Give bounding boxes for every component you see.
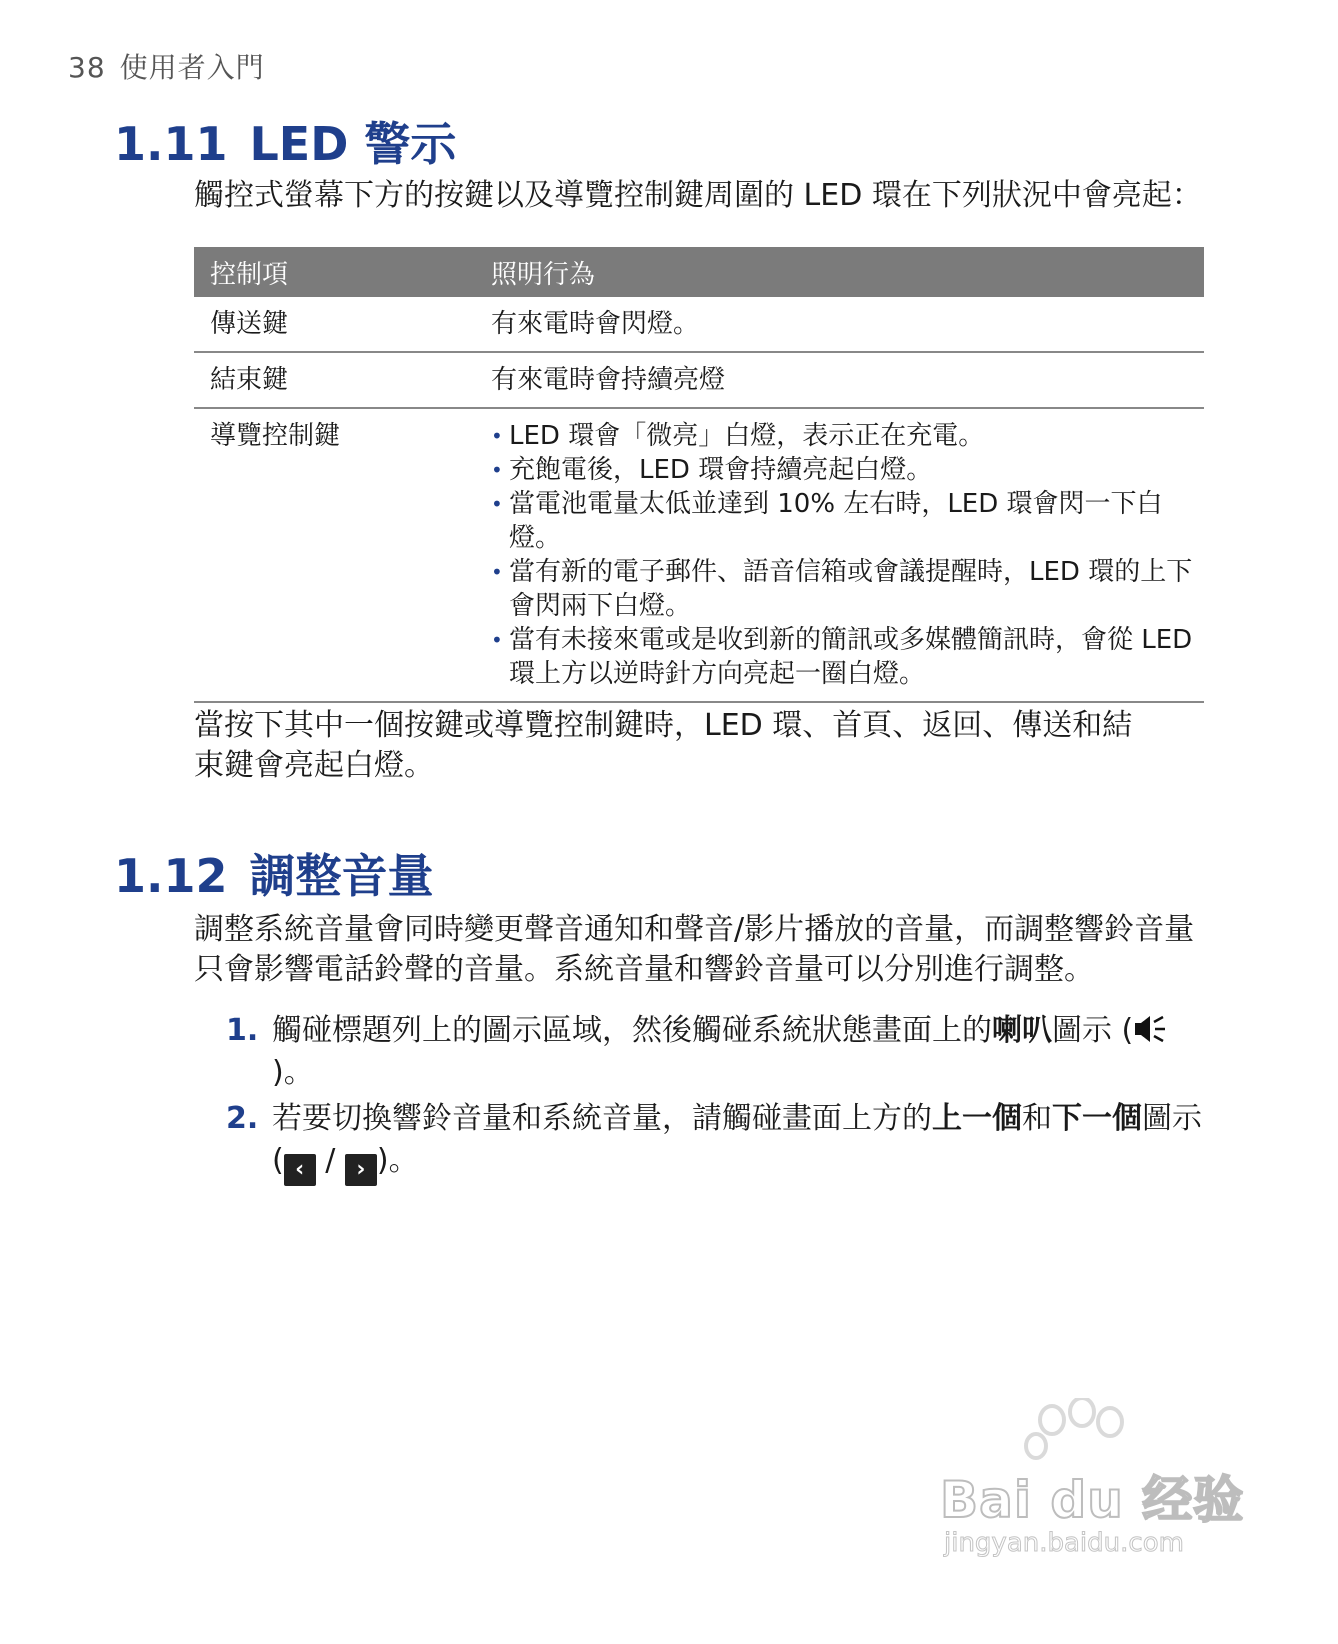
speaker-icon (1133, 1014, 1167, 1044)
list-item: • 當有新的電子郵件、語音信箱或會議提醒時，LED 環的上下會閃兩下白燈。 (491, 555, 1204, 623)
list-item: • 當有未接來電或是收到新的簡訊或多媒體簡訊時，會從 LED 環上方以逆時針方向亮起一圈白燈。 (491, 623, 1204, 691)
step-number: 2. (226, 1101, 259, 1136)
volume-intro-text: 調整系統音量會同時變更聲音通知和聲音/影片播放的音量，而調整響鈴音量只會影響電話鈴聲的音量。 (194, 912, 1195, 987)
chevron-left-icon: ‹ (284, 1154, 316, 1186)
step-text: 圖示 ( (1052, 1013, 1134, 1048)
step-bold: 下一個 (1052, 1101, 1142, 1136)
step-number: 1. (226, 1013, 259, 1048)
step-text: )。 (376, 1143, 419, 1178)
table-cell-control: 傳送鍵 (194, 297, 475, 352)
led-outro: 當按下其中一個按鍵或導覽控制鍵時，LED 環、首頁、返回、傳送和結束鍵會亮起白燈。 (194, 708, 1133, 783)
table-cell-control: 結束鍵 (194, 352, 475, 408)
chapter-title: 使用者入門 (119, 51, 265, 84)
table-cell-control: 導覽控制鍵 (194, 408, 475, 702)
table-header-behavior: 照明行為 (475, 247, 1204, 297)
watermark-brand: Bai du 经验 (940, 1471, 1245, 1529)
table-cell-behavior (475, 408, 1204, 702)
step-text: 若要切換響鈴音量和系統音量，請觸碰畫面上方的 (272, 1101, 932, 1136)
table-cell-behavior: 有來電時會持續亮燈 (475, 352, 1204, 408)
chevron-right-icon: › (345, 1154, 377, 1186)
volume-intro (194, 910, 1204, 990)
list-item: • LED 環會「微亮」白燈，表示正在充電。 (491, 419, 1204, 453)
volume-intro-emphasis: 系統音量和響鈴音量可以分別進行調整。 (554, 952, 1094, 987)
step-text: 圖示 ( (272, 1101, 1202, 1178)
table-header-row (194, 247, 1204, 297)
table-cell-behavior: 有來電時會閃燈。 (475, 297, 1204, 352)
section-title: LED 警示 (249, 117, 457, 171)
table-row (194, 408, 1204, 702)
led-table (194, 247, 1204, 703)
watermark-url: jingyan.baidu.com (944, 1528, 1184, 1558)
section-heading-volume (114, 840, 434, 906)
table-row (194, 352, 1204, 408)
section-heading-led (114, 108, 456, 174)
volume-steps (226, 1010, 1206, 1190)
table-header-control: 控制項 (194, 247, 475, 297)
step-text: 觸碰標題列上的圖示區域，然後觸碰系統狀態畫面上的 (272, 1013, 992, 1048)
step-text: 和 (1022, 1101, 1052, 1136)
section-number: 1.11 (114, 117, 228, 171)
section-number: 1.12 (114, 849, 228, 903)
led-intro: 觸控式螢幕下方的按鍵以及導覽控制鍵周圍的 LED 環在下列狀況中會亮起： (194, 178, 1202, 213)
step-item (226, 1010, 1206, 1094)
list-item: • 充飽電後，LED 環會持續亮起白燈。 (491, 453, 1204, 487)
step-bold: 喇叭 (992, 1013, 1052, 1048)
step-separator: / (325, 1143, 336, 1178)
step-item (226, 1098, 1206, 1186)
section-title: 調整音量 (249, 849, 434, 903)
list-item: • 當電池電量太低並達到 10% 左右時，LED 環會閃一下白燈。 (491, 487, 1204, 555)
page-header (68, 46, 265, 86)
table-row (194, 297, 1204, 352)
page-number: 38 (68, 51, 106, 84)
step-bold: 上一個 (932, 1101, 1022, 1136)
behavior-bullet-list (491, 419, 1204, 691)
step-text: )。 (272, 1055, 314, 1090)
